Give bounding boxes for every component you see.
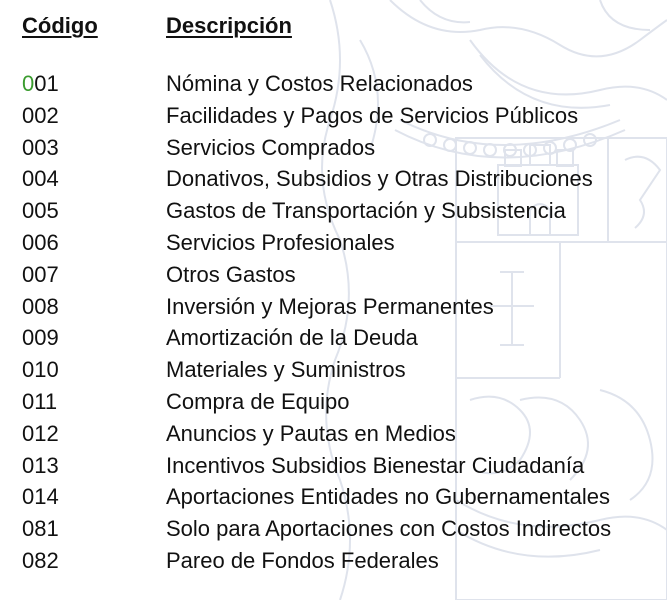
- table-row: [0, 100, 667, 132]
- row-description: Anuncios y Pautas en Medios: [166, 420, 456, 446]
- row-description: Gastos de Transportación y Subsistencia: [166, 198, 566, 224]
- table-row: [0, 450, 667, 482]
- row-code: 003: [22, 134, 59, 160]
- row-description: Solo para Aportaciones con Costos Indirectos: [166, 516, 612, 542]
- table-row: [0, 291, 667, 323]
- table-row: [0, 545, 667, 577]
- row-code: 081: [22, 516, 59, 542]
- row-description: Aportaciones Entidades no Gubernamentales: [166, 484, 610, 510]
- row-description: Amortización de la Deuda: [166, 325, 418, 351]
- table-row: [0, 322, 667, 354]
- row-description: Materiales y Suministros: [166, 357, 406, 383]
- table-row: [0, 259, 667, 291]
- row-code: [22, 68, 59, 100]
- code-list: [0, 68, 667, 577]
- row-code: 011: [22, 388, 58, 414]
- code-digits: 01: [34, 71, 59, 96]
- code-column-header: Código: [22, 13, 98, 38]
- row-description: Servicios Comprados: [166, 134, 376, 160]
- row-description: Compra de Equipo: [166, 388, 350, 414]
- code-first-digit: 0: [22, 71, 35, 96]
- table-row: [0, 132, 667, 164]
- row-code: 006: [22, 229, 59, 255]
- row-code: 010: [22, 357, 59, 383]
- row-description: Pareo de Fondos Federales: [166, 547, 439, 573]
- row-code: 005: [22, 198, 59, 224]
- row-code: 007: [22, 261, 59, 287]
- table-row: [0, 354, 667, 386]
- row-description: Inversión y Mejoras Permanentes: [166, 293, 494, 319]
- row-description: Nómina y Costos Relacionados: [166, 71, 473, 96]
- table-row: [0, 386, 667, 418]
- row-description: Otros Gastos: [166, 261, 296, 287]
- row-code: 012: [22, 420, 59, 446]
- row-code: 009: [22, 325, 59, 351]
- table-row: [0, 227, 667, 259]
- row-code: 082: [22, 547, 59, 573]
- table-row: [0, 418, 667, 450]
- row-description: Donativos, Subsidios y Otras Distribuciones: [166, 166, 593, 192]
- table-row: [0, 513, 667, 545]
- row-description: Incentivos Subsidios Bienestar Ciudadanía: [166, 452, 585, 478]
- row-code: 008: [22, 293, 59, 319]
- row-code: 013: [22, 452, 59, 478]
- table-row: [0, 195, 667, 227]
- row-description: Facilidades y Pagos de Servicios Públicos: [166, 102, 579, 128]
- table-row: [0, 481, 667, 513]
- table-row: [0, 68, 667, 100]
- row-description: Servicios Profesionales: [166, 229, 395, 255]
- row-code: 004: [22, 166, 59, 192]
- description-column-header: Descripción: [166, 13, 292, 38]
- table-row: [0, 163, 667, 195]
- row-code: 002: [22, 102, 59, 128]
- row-code: 014: [22, 484, 59, 510]
